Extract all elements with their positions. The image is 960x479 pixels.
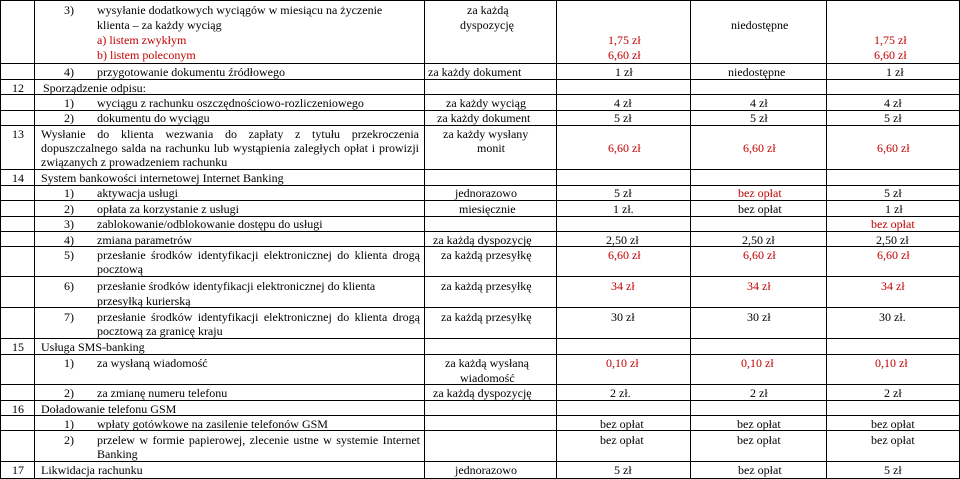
ib-cell: 30 zł <box>747 310 771 324</box>
fee-cell: 5 zł <box>614 186 632 200</box>
fee-cell: bez opłat <box>600 417 644 431</box>
item-label: 3) <box>64 217 74 231</box>
item-label: 1) <box>64 96 74 110</box>
last-cell: bez opłat <box>871 417 915 431</box>
ib-cell: 4 zł <box>750 96 768 110</box>
fee-cell: 2,50 zł <box>606 233 639 247</box>
item-text: opłata za korzystanie z usługi <box>97 202 239 216</box>
section-number: 14 <box>12 171 24 185</box>
fee-cell: 1 zł. <box>613 202 634 216</box>
ib-cell: 2,50 zł <box>742 233 775 247</box>
mode-cell: jednorazowo <box>455 463 517 477</box>
fee-cell: 4 zł <box>614 96 632 110</box>
last-cell: 5 zł <box>884 463 902 477</box>
item-label: 4) <box>64 233 74 247</box>
section-title: Usługa SMS-banking <box>41 340 145 354</box>
item-label: 4) <box>64 65 74 79</box>
fee-cell: 5 zł <box>614 463 632 477</box>
item-label: 2) <box>64 202 74 216</box>
mode-cell: za każdą dyspozycję <box>433 386 532 400</box>
section-number: 15 <box>12 340 24 354</box>
fee-cell: bez opłat <box>600 433 644 447</box>
fee-cell: 1 zł <box>615 65 633 79</box>
fee-cell: 30 zł <box>611 310 635 324</box>
item-text: wysyłanie dodatkowych wyciągów w miesiącu na życzenie <box>97 3 383 17</box>
last-cell: 5 zł <box>884 186 902 200</box>
item-label: 2) <box>64 386 74 400</box>
fee-cell: 6,60 zł <box>608 248 641 262</box>
item-label: 7) <box>64 310 74 324</box>
section-title: System bankowości internetowej Internet Banking <box>41 171 284 185</box>
section-text: Wysłanie do klienta wezwania do zapłaty z tytułu przekroczenia dopuszczalnego salda na rachunku lub wystąpienia zaległych opłat i prowizji związanych z prowadzeniem rachunku <box>41 127 419 169</box>
mode-cell: za każdą przesyłkę <box>441 310 532 324</box>
mode-cell: miesięcznie <box>459 202 516 216</box>
last-cell: 34 zł <box>881 279 905 293</box>
last-cell: 5 zł <box>884 111 902 125</box>
section-title: Doładowanie telefonu GSM <box>41 402 177 416</box>
last-cell: 6,60 zł <box>877 248 910 262</box>
item-text: dokumentu do wyciągu <box>97 111 210 125</box>
item-label: 1) <box>64 186 74 200</box>
item-label: 6) <box>64 279 74 293</box>
last-cell: 30 zł. <box>879 310 906 324</box>
section-number: 16 <box>12 402 24 416</box>
ib-cell: bez opłat <box>738 463 782 477</box>
item-text: aktywacja usługi <box>97 186 178 200</box>
item-text: przesłanie środków identyfikacji elektronicznej do klienta <box>97 279 376 293</box>
mode-cell: jednorazowo <box>455 186 517 200</box>
item-text: przesłanie środków identyfikacji elektronicznej do klienta drogą pocztową <box>97 248 420 276</box>
last-cell: 1 zł <box>885 202 903 216</box>
fee-cell: 6,60 zł <box>608 141 641 155</box>
ib-cell: bez opłat <box>737 433 781 447</box>
item-label: 3) <box>64 3 74 17</box>
section-number: 12 <box>12 81 24 95</box>
item-text: przesyłką kurierską <box>97 294 191 308</box>
last-cell: 1,75 zł <box>874 33 907 47</box>
fee-cell: 5 zł <box>614 111 632 125</box>
ib-cell: 2 zł <box>750 386 768 400</box>
item-text: wpłaty gotówkowe na zasilenie telefonów GSM <box>97 417 328 431</box>
ib-cell: 0,10 zł <box>741 356 774 370</box>
last-cell: 2,50 zł <box>876 233 909 247</box>
mode-cell: wiadomość <box>460 371 515 385</box>
item-text: wyciągu z rachunku oszczędnościowo-rozliczeniowego <box>97 96 364 110</box>
item-label: 1) <box>64 356 74 370</box>
fee-cell: 6,60 zł <box>608 48 641 62</box>
mode-cell: za każdą przesyłkę <box>441 248 532 262</box>
ib-cell: 6,60 zł <box>743 141 776 155</box>
last-cell: 1 zł <box>886 65 904 79</box>
fee-cell: 2 zł. <box>610 386 631 400</box>
mode-cell: za każdą dyspozycję <box>433 233 532 247</box>
mode-cell: monit <box>477 141 506 155</box>
fee-cell: 34 zł <box>611 279 635 293</box>
ib-cell: bez opłat <box>738 186 782 200</box>
mode-cell: za każdą <box>467 3 509 17</box>
ib-cell: bez opłat <box>738 202 782 216</box>
last-cell: 0,10 zł <box>875 356 908 370</box>
sub-item-b: b) listem poleconym <box>97 48 196 62</box>
section-title: Sporządzenie odpisu: <box>43 81 146 95</box>
ib-cell: niedostępne <box>728 65 786 79</box>
ib-cell: bez opłat <box>737 417 781 431</box>
item-label: 2) <box>64 111 74 125</box>
section-number: 13 <box>12 127 24 141</box>
item-text: przesłanie środków identyfikacji elektronicznej do klienta drogą pocztową za granicę kraju <box>97 310 420 338</box>
sub-item-a: a) listem zwykłym <box>97 33 187 47</box>
item-text: za wysłaną wiadomość <box>97 356 208 370</box>
item-text: zmiana parametrów <box>97 233 192 247</box>
mode-cell: za każdy dokument <box>437 111 531 125</box>
ib-cell: 5 zł <box>750 111 768 125</box>
fee-cell: 0,10 zł <box>606 356 639 370</box>
last-cell: bez opłat <box>871 433 915 447</box>
ib-cell: 34 zł <box>747 279 771 293</box>
mode-cell: za każdą wysłaną <box>445 356 529 370</box>
item-text: przelew w formie papierowej, zlecenie ustne w systemie Internet Banking <box>97 433 420 461</box>
item-text: za zmianę numeru telefonu <box>97 386 228 400</box>
mode-cell: dyspozycję <box>460 18 514 32</box>
mode-cell: za każdy wyciąg <box>446 96 526 110</box>
fee-cell: 1,75 zł <box>608 33 641 47</box>
mode-cell: za każdy wysłany <box>443 127 529 141</box>
item-text: przygotowanie dokumentu źródłowego <box>97 65 285 79</box>
last-cell: 6,60 zł <box>874 48 907 62</box>
ib-cell: niedostępne <box>731 18 789 32</box>
item-text: zablokowanie/odblokowanie dostępu do usługi <box>97 217 323 231</box>
last-cell: bez opłat <box>871 217 915 231</box>
section-title: Likwidacja rachunku <box>41 463 143 477</box>
mode-cell: za każdy dokument <box>428 65 522 79</box>
item-label: 1) <box>64 417 74 431</box>
last-cell: 6,60 zł <box>877 141 910 155</box>
last-cell: 2 zł <box>884 386 902 400</box>
last-cell: 4 zł <box>884 96 902 110</box>
section-number: 17 <box>12 463 24 477</box>
item-label: 2) <box>64 433 74 447</box>
mode-cell: za każdą przesyłkę <box>441 279 532 293</box>
ib-cell: 6,60 zł <box>743 248 776 262</box>
item-text: klienta – za każdy wyciąg <box>97 18 222 32</box>
item-label: 5) <box>64 248 74 262</box>
